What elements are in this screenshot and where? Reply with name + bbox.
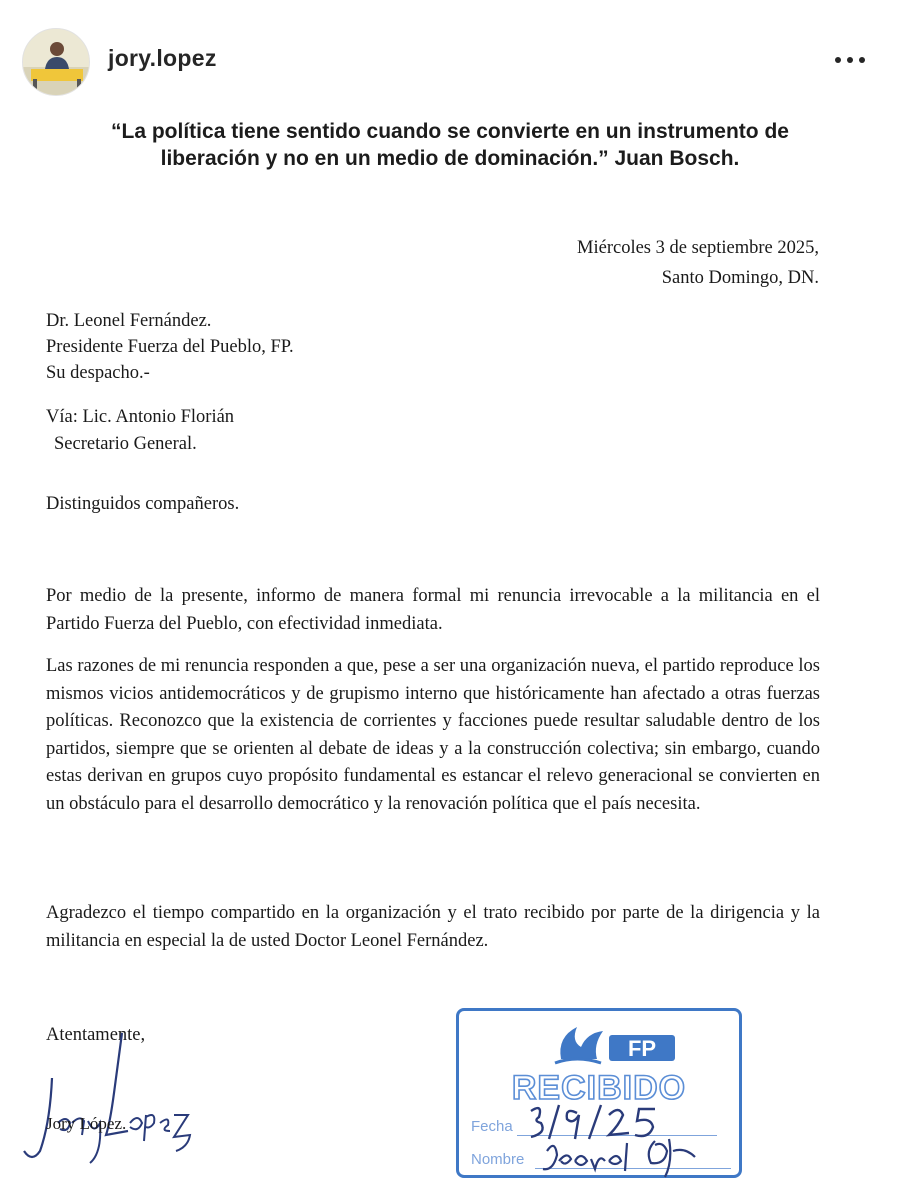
username[interactable]: jory.lopez — [108, 45, 217, 71]
dot — [859, 57, 865, 63]
stamp-handwriting — [459, 1011, 745, 1181]
date-line: Miércoles 3 de septiembre 2025, — [577, 238, 819, 258]
recipient-block — [46, 308, 294, 386]
received-stamp — [456, 1008, 742, 1178]
recipient-office: Su despacho.- — [46, 363, 150, 383]
letter-image — [0, 118, 897, 1200]
greeting: Distinguidos compañeros. — [46, 494, 240, 514]
stamp-nombre-label: Nombre — [471, 1151, 525, 1168]
handwritten-signature — [10, 1023, 210, 1183]
quote-line-1: “La política tiene sentido cuando se convierte en un instrumento de — [111, 120, 789, 143]
stamp-fecha-label: Fecha — [471, 1118, 513, 1135]
avatar-image — [23, 29, 90, 96]
via-title: Secretario General. — [54, 434, 197, 454]
sign-off: Atentamente, — [46, 1025, 146, 1045]
signer-name: Jory López. — [46, 1114, 127, 1133]
place-line: Santo Domingo, DN. — [661, 268, 819, 288]
body-paragraph-2: Las razones de mi renuncia responden a que, pese a ser una organización nueva, el partido reproduce los mismos vicios antidemocráticos y de grupismo interno que históricamente han afectado a otras fuerzas políticas. Reconozco que la existencia de corrientes y facciones puede resultar saludable dentro de los partidos, siempre que se orienten al debate de ideas y a la construcción colectiva; sin embargo, cuando estas derivan en grupos cuyo propósito fundamental es estancar el relevo generacional se convierten en un obstáculo para el desarrollo democrático y la renovación política que el país necesita. — [46, 656, 820, 814]
via-name: Vía: Lic. Antonio Florián — [46, 407, 235, 427]
stamp-title: RECIBIDO — [511, 1069, 687, 1107]
avatar[interactable] — [22, 28, 90, 96]
quote-line-2: liberación y no en un medio de dominación.” Juan Bosch. — [160, 147, 740, 170]
recipient-name: Dr. Leonel Fernández. — [46, 311, 212, 331]
body-paragraph-3: Agradezco el tiempo compartido en la organización y el trato recibido por parte de la dirigencia y la militancia en especial la de usted Doctor Leonel Fernández. — [46, 903, 820, 951]
fp-logo-text: FP — [627, 1036, 657, 1061]
body-paragraph-1: Por medio de la presente, informo de manera formal mi renuncia irrevocable a la militancia en el Partido Fuerza del Pueblo, con efectividad inmediata. — [46, 586, 820, 634]
recipient-title: Presidente Fuerza del Pueblo, FP. — [46, 337, 294, 357]
dot — [847, 57, 853, 63]
more-options-icon[interactable] — [826, 46, 874, 74]
date-block — [577, 233, 819, 293]
via-block — [46, 404, 234, 458]
post-header — [0, 0, 897, 118]
dot — [835, 57, 841, 63]
header-quote — [60, 118, 840, 172]
